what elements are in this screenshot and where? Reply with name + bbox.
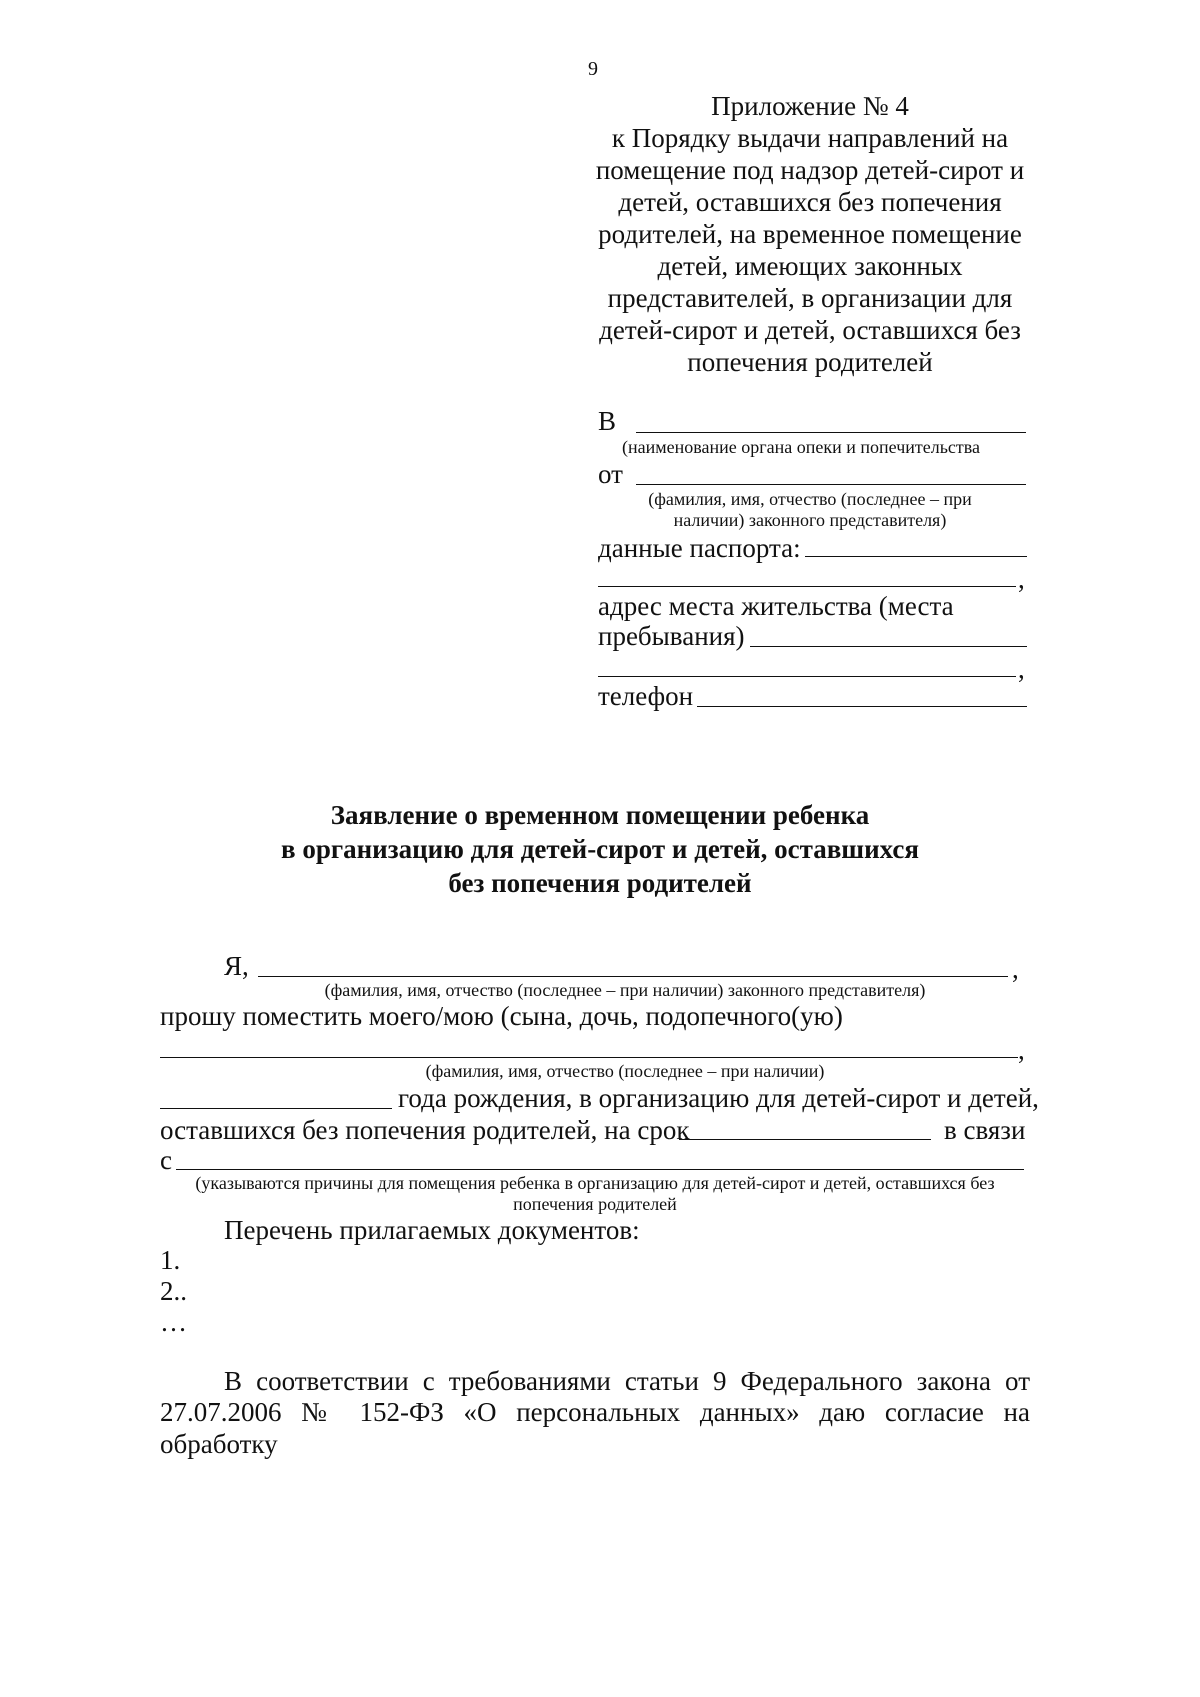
comma: , bbox=[1018, 1035, 1025, 1065]
comma: , bbox=[1018, 564, 1025, 594]
child-name-field[interactable] bbox=[160, 1057, 1018, 1058]
to-field[interactable] bbox=[636, 432, 1026, 433]
address-field[interactable] bbox=[750, 646, 1027, 647]
applicant-name-hint: (фамилия, имя, отчество (последнее – при наличии) законного представителя) bbox=[324, 980, 926, 1000]
to-label: В bbox=[598, 406, 617, 436]
passport-label: данные паспорта: bbox=[598, 533, 801, 563]
appendix-line: детей, имеющих законных bbox=[657, 251, 963, 281]
reason-hint-2: попечения родителей bbox=[513, 1194, 677, 1214]
doc-item: 2.. bbox=[160, 1276, 187, 1306]
comma: , bbox=[1012, 954, 1019, 984]
address-label-1: адрес места жительства (места bbox=[598, 591, 954, 621]
comma: , bbox=[1018, 654, 1025, 684]
appendix-line: попечения родителей bbox=[687, 347, 933, 377]
from-field[interactable] bbox=[636, 484, 1026, 485]
due-text: в связи bbox=[944, 1115, 1026, 1145]
applicant-name-field[interactable] bbox=[258, 976, 1008, 977]
birth-year-field[interactable] bbox=[160, 1108, 392, 1109]
i-label: Я, bbox=[224, 951, 249, 981]
term-text: оставшихся без попечения родителей, на срок bbox=[160, 1115, 690, 1145]
appendix-line: родителей, на временное помещение bbox=[598, 219, 1022, 249]
application-title bbox=[100, 798, 1100, 900]
appendix-line: детей-сирот и детей, оставшихся без bbox=[599, 315, 1021, 345]
appendix-header bbox=[590, 90, 1030, 378]
birth-text: года рождения, в организацию для детей-сирот и детей, bbox=[398, 1083, 1039, 1113]
phone-label: телефон bbox=[598, 681, 694, 711]
reason-field[interactable] bbox=[176, 1169, 1024, 1170]
child-name-hint: (фамилия, имя, отчество (последнее – при наличии) bbox=[425, 1061, 825, 1081]
title-line: без попечения родителей bbox=[448, 868, 752, 898]
address-field-continued[interactable] bbox=[598, 676, 1016, 677]
phone-field[interactable] bbox=[697, 706, 1027, 707]
page-number: 9 bbox=[588, 58, 598, 80]
appendix-line: представителей, в организации для bbox=[607, 283, 1013, 313]
title-line: в организацию для детей-сирот и детей, оставшихся bbox=[281, 834, 919, 864]
with-label: с bbox=[160, 1145, 172, 1175]
from-label: от bbox=[598, 459, 623, 489]
appendix-line: помещение под надзор детей-сирот и bbox=[595, 155, 1025, 185]
from-hint-1: (фамилия, имя, отчество (последнее – при bbox=[648, 489, 972, 509]
doc-item: 1. bbox=[160, 1245, 181, 1275]
title-line: Заявление о временном помещении ребенка bbox=[330, 800, 870, 830]
appendix-line: к Порядку выдачи направлений на bbox=[611, 123, 1009, 153]
passport-field-continued[interactable] bbox=[598, 586, 1016, 587]
consent-line-2: 27.07.2006 № 152-ФЗ «О персональных данных» даю согласие на обработку bbox=[160, 1397, 1030, 1459]
term-field[interactable] bbox=[679, 1139, 931, 1140]
address-label-2: пребывания) bbox=[598, 621, 745, 651]
appendix-line: детей, оставшихся без попечения bbox=[618, 187, 1002, 217]
docs-heading: Перечень прилагаемых документов: bbox=[224, 1215, 640, 1245]
doc-item: … bbox=[160, 1307, 187, 1337]
passport-field[interactable] bbox=[805, 556, 1027, 557]
to-hint: (наименование органа опеки и попечительства bbox=[622, 437, 981, 457]
from-hint-2: наличии) законного представителя) bbox=[673, 510, 947, 530]
reason-hint-1: (указываются причины для помещения ребенка в организацию для детей-сирот и детей, оставшихся без bbox=[195, 1173, 995, 1193]
request-text: прошу поместить моего/мою (сына, дочь, подопечного(ую) bbox=[160, 1001, 843, 1031]
consent-line-1: В соответствии с требованиями статьи 9 Федерального закона от bbox=[224, 1366, 1030, 1396]
appendix-line: Приложение № 4 bbox=[711, 91, 909, 121]
